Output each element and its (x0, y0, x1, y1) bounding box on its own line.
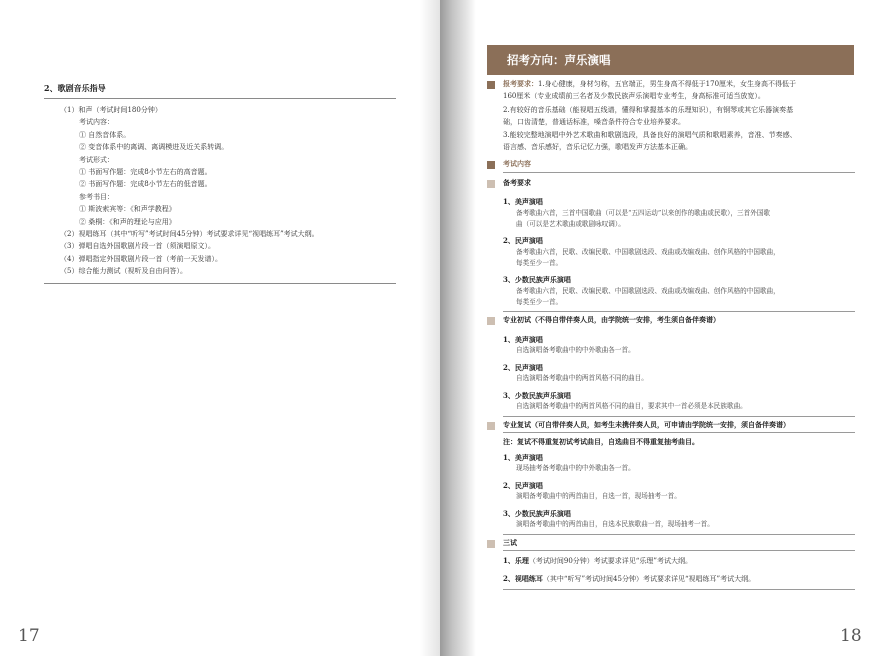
section-rule (503, 432, 855, 433)
requirements-line (503, 79, 796, 89)
exam-content-label: 考试内容 (503, 159, 531, 168)
bullet-square-icon (487, 81, 495, 89)
list-item: （4）弹唱指定外国歌剧片段一首（考前一天发谱）。 (60, 254, 222, 263)
section-banner (487, 45, 854, 75)
list-item: ① 自然音体系。 (79, 130, 131, 139)
second-item-body: 演唱备考歌曲中的两首曲目，自选本民族歌曲一首，现场抽考一首。 (516, 520, 714, 528)
third-item-title: 2、视唱练耳 (503, 574, 543, 583)
list-item: （5）综合能力测试（视听及自由问答）。 (60, 267, 187, 276)
heading-rule (44, 98, 396, 99)
bullet-square-icon (487, 180, 495, 188)
second-item-title: 2、民声演唱 (503, 481, 543, 490)
left-content-list (60, 104, 400, 277)
first-item-title: 1、美声演唱 (503, 335, 543, 344)
requirements-label: 报考要求： (503, 79, 538, 88)
section-end-rule (44, 283, 396, 284)
prep-item-body: 曲（可以是艺术歌曲或歌剧咏叹调）。 (516, 220, 625, 228)
third-item-body: （考试时间90分钟）考试要求详见“乐理”考试大纲。 (528, 557, 692, 565)
requirements-line: 语言感、音乐感好，音乐记忆力强，歌唱发声方法基本正确。 (503, 143, 692, 151)
prep-item-title: 3、少数民族声乐演唱 (503, 275, 571, 284)
list-item: 考试形式： (79, 155, 114, 164)
requirements-line: 础，口齿清楚，普通话标准，嗓音条件符合专业培养要求。 (503, 118, 685, 126)
page-number-left: 17 (18, 626, 40, 646)
prep-item-body: 备考歌曲六首，民歌、改编民歌、中国歌剧选段、戏曲或改编戏曲、创作风格的中国歌曲， (516, 248, 780, 256)
first-item-title: 2、民声演唱 (503, 363, 543, 372)
list-item: ① 斯波索宾等：《和声学教程》 (79, 205, 176, 214)
first-item-body: 自选演唱备考歌曲中的两首风格不同的曲目，要求其中一首必须是本民族歌曲。 (516, 402, 747, 410)
bullet-square-icon (487, 317, 495, 325)
third-item-title: 1、乐理 (503, 556, 529, 565)
requirements-line: 160厘米（专业成绩前三名者及少数民族声乐演唱专业考生，身高标准可适当放宽）。 (503, 92, 765, 100)
list-item: ① 书面写作题：完成8小节左右的高音题。 (79, 167, 212, 176)
third-item (503, 556, 692, 566)
second-item-body: 演唱备考歌曲中的两首曲目，自选一首，现场抽考一首。 (516, 492, 681, 500)
second-round-title: 专业复试（可自带伴奏人员，如考生未携伴奏人员，可申请由学院统一安排，须自备伴奏谱） (503, 420, 790, 429)
prep-item-body: 每类至少一首。 (516, 259, 563, 267)
section-rule (503, 311, 855, 312)
first-item-body: 自选演唱备考歌曲中的中外歌曲各一首。 (516, 346, 635, 354)
prep-item-body: 每类至少一首。 (516, 298, 563, 306)
prep-item-body: 备考歌曲六首，民歌、改编民歌、中国歌剧选段、戏曲或改编戏曲、创作风格的中国歌曲， (516, 287, 780, 295)
bullet-square-icon (487, 422, 495, 430)
section-rule (503, 550, 855, 551)
second-item-title: 1、美声演唱 (503, 453, 543, 462)
bullet-square-icon (487, 540, 495, 548)
third-round-title: 三试 (503, 538, 517, 547)
requirements-line: 2.有较好的音乐基础（能视唱五线谱，懂得和掌握基本的乐理知识），有钢琴或其它乐器演奏基 (503, 106, 794, 114)
list-item: 考试内容： (79, 118, 114, 127)
third-item-body: （其中“听写”考试时间45分钟）考试要求详见“视唱练耳”考试大纲。 (542, 575, 756, 583)
section-heading: 2、歌剧音乐指导 (44, 83, 106, 93)
prep-title: 备考要求 (503, 178, 531, 187)
page-fold-shadow (420, 0, 440, 656)
prep-item-title: 1、美声演唱 (503, 197, 543, 206)
list-item: ② 桑桐：《和声的理论与应用》 (79, 217, 176, 226)
list-item: ② 变音体系中的离调、离调模进及近关系转调。 (79, 143, 229, 152)
book-gutter (440, 0, 476, 656)
third-item (503, 574, 755, 584)
prep-item-title: 2、民声演唱 (503, 236, 543, 245)
list-item: （3）弹唱自选外国歌剧片段一首（须演唱原文）。 (60, 242, 215, 251)
list-item: 参考书目： (79, 192, 114, 201)
list-item: （1）和声（考试时间180分钟） (60, 106, 162, 114)
first-item-title: 3、少数民族声乐演唱 (503, 391, 571, 400)
second-round-note: 注：复试不得重复初试考试曲目，自选曲目不得重复抽考曲目。 (503, 437, 699, 446)
page-number-right: 18 (840, 626, 862, 646)
second-item-body: 现场抽考备考歌曲中的中外歌曲各一首。 (516, 464, 635, 472)
section-rule (503, 172, 855, 173)
list-item: ② 书面写作题：完成8小节左右的低音题。 (79, 180, 212, 189)
section-rule (503, 534, 855, 535)
requirements-line: 3.能较完整地演唱中外艺术歌曲和歌剧选段，具备良好的演唱气质和歌唱素养，音准、节奏感、 (503, 131, 797, 139)
section-rule (503, 416, 855, 417)
requirements-text: 1.身心健康，身材匀称，五官端正，男生身高不得低于170厘米，女生身高不得低于 (538, 80, 797, 88)
banner-title: 招考方向：声乐演唱 (507, 53, 611, 67)
first-round-title: 专业初试（不得自带伴奏人员，由学院统一安排，考生须自备伴奏谱） (503, 315, 720, 324)
second-item-title: 3、少数民族声乐演唱 (503, 509, 571, 518)
list-item: （2）视唱练耳（其中“听写”考试时间45分钟）考试要求详见“视唱练耳”考试大纲。 (60, 229, 319, 238)
section-end-rule (503, 589, 855, 590)
first-item-body: 自选演唱备考歌曲中的两首风格不同的曲目。 (516, 374, 648, 382)
bullet-square-icon (487, 161, 495, 169)
prep-item-body: 备考歌曲六首，三首中国歌曲（可以是“五四运动”以来创作的歌曲或民歌），三首外国歌 (516, 209, 771, 217)
